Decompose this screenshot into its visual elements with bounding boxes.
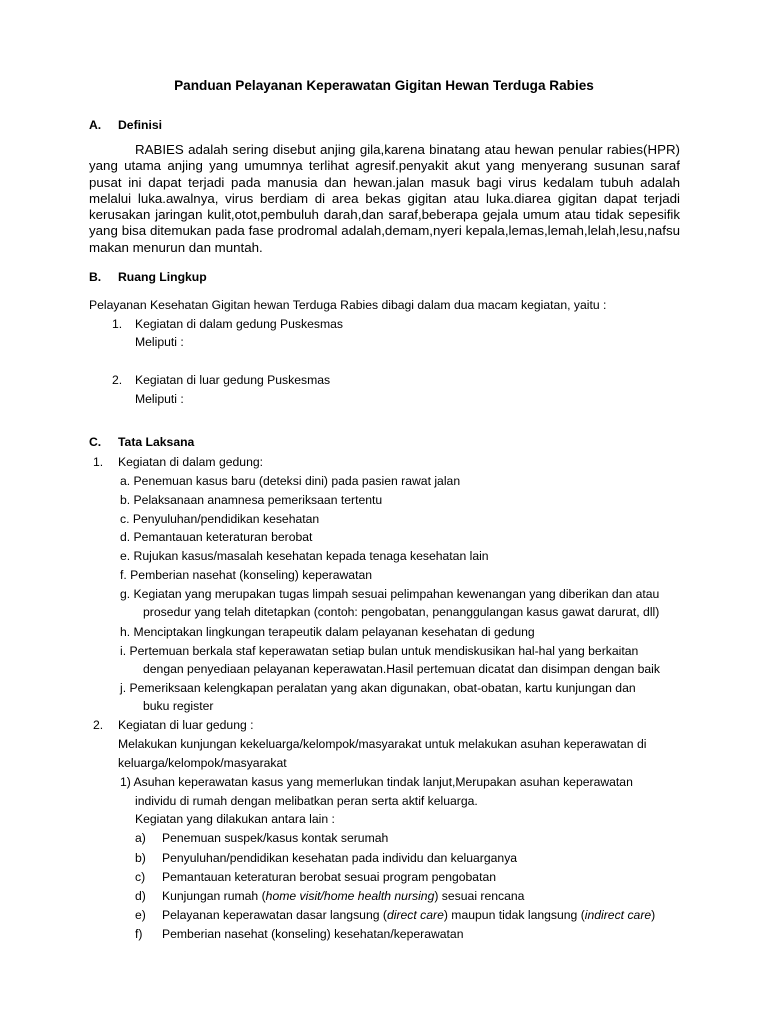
list-item-j-line2: buku register <box>143 699 214 713</box>
scope-intro: Pelayanan Kesehatan Gigitan hewan Terduga Rabies dibagi dalam dua macam kegiatan, yaitu : <box>89 298 607 312</box>
list2-letter: e) <box>135 908 146 922</box>
list2-letter: f) <box>135 927 143 941</box>
procedure-1-text: Kegiatan di dalam gedung: <box>118 455 264 469</box>
list2-text: Penyuluhan/pendidikan kesehatan pada individu dan keluarganya <box>162 851 518 865</box>
list2-text-italic: home visit/home health nursing <box>265 889 435 903</box>
list-item-i-line1: i. Pertemuan berkala staf keperawatan setiap bulan untuk mendiskusikan hal-hal yang berkaitan <box>120 644 639 658</box>
list2-letter: b) <box>135 851 146 865</box>
list2-text-part: Pelayanan keperawatan dasar langsung ( <box>162 908 387 922</box>
scope-item-2-num: 2. <box>112 373 123 387</box>
list-item: e. Rujukan kasus/masalah kesehatan kepada tenaga kesehatan lain <box>120 549 489 563</box>
scope-item-2-sub: Meliputi : <box>135 392 184 406</box>
sub-item-1-line2: individu di rumah dengan melibatkan peran serta aktif keluarga. <box>135 794 478 808</box>
section-b-heading: Ruang Lingkup <box>118 270 207 284</box>
list2-text: Pemberian nasehat (konseling) kesehatan/keperawatan <box>162 927 464 941</box>
section-b-letter: B. <box>89 270 102 284</box>
procedure-1-num: 1. <box>93 455 104 469</box>
sub-item-1-line1: 1) Asuhan keperawatan kasus yang memerlukan tindak lanjut,Merupakan asuhan keperawatan <box>120 775 633 789</box>
section-c-heading: Tata Laksana <box>118 435 195 449</box>
section-a-heading: Definisi <box>118 118 163 132</box>
list-item: b. Pelaksanaan anamnesa pemeriksaan tertentu <box>120 493 383 507</box>
definition-text: RABIES adalah sering disebut anjing gila,karena binatang atau hewan penular rabies(HPR) yang utama anjing yang umumnya terlihat agresif.penyakit akut yang menyerang susunan saraf pusat ini dapat terjadi pada manusia dan hewan.jalan masuk bagi virus kedalam tubuh adalah melalui luka.awalnya, virus berdiam di area bekas gigitan atau luka.diarea gigitan dapat terjadi kerusakan jaringan kulit,otot,pembuluh darah,dan saraf,beberapa gejala umum atau tidak sepesifik yang bisa ditemukan pada fase prodromal adalah,demam,nyeri kepala,lemas,lemah,lelah,lesu,nafsu makan menurun dan muntah. <box>89 142 680 255</box>
scope-item-1-sub: Meliputi : <box>135 335 184 349</box>
page-title: Panduan Pelayanan Keperawatan Gigitan Hewan Terduga Rabies <box>174 78 594 93</box>
list-item-g-line2: prosedur yang telah ditetapkan (contoh: pengobatan, penanggulangan kasus gawat darurat, dll) <box>143 605 660 619</box>
procedure-2-text: Kegiatan di luar gedung : <box>118 718 254 732</box>
list2-text-italic: indirect care <box>584 908 652 922</box>
outreach-desc-line2: keluarga/kelompok/masyarakat <box>118 756 287 770</box>
scope-item-1-text: Kegiatan di dalam gedung Puskesmas <box>135 317 343 331</box>
definition-paragraph <box>89 142 680 256</box>
list-item: f. Pemberian nasehat (konseling) keperawatan <box>120 568 373 582</box>
list2-text <box>162 908 655 923</box>
list2-text-part: Kunjungan rumah ( <box>162 889 266 903</box>
list2-text: Pemantauan keteraturan berobat sesuai program pengobatan <box>162 870 497 884</box>
list2-text <box>162 889 524 904</box>
list2-text-italic: direct care <box>386 908 444 922</box>
scope-item-1-num: 1. <box>112 317 123 331</box>
list2-text-part: ) <box>651 908 656 922</box>
procedure-2-num: 2. <box>93 718 104 732</box>
list-item-j-line1: j. Pemeriksaan kelengkapan peralatan yang akan digunakan, obat-obatan, kartu kunjungan dan <box>120 681 636 695</box>
list2-text-part: ) sesuai rencana <box>434 889 525 903</box>
list-item-h: h. Menciptakan lingkungan terapeutik dalam pelayanan kesehatan di gedung <box>120 625 535 639</box>
list-item: a. Penemuan kasus baru (deteksi dini) pada pasien rawat jalan <box>120 474 461 488</box>
list2-letter: d) <box>135 889 146 903</box>
list2-text: Penemuan suspek/kasus kontak serumah <box>162 831 389 845</box>
list-item: c. Penyuluhan/pendidikan kesehatan <box>120 512 320 526</box>
list2-text-part: ) maupun tidak langsung ( <box>443 908 585 922</box>
sub-item-1-line3: Kegiatan yang dilakukan antara lain : <box>135 812 335 826</box>
list-item-g-line1: g. Kegiatan yang merupakan tugas limpah sesuai pelimpahan kewenangan yang diberikan dan atau <box>120 587 660 601</box>
list-item: d. Pemantauan keteraturan berobat <box>120 530 313 544</box>
scope-item-2-text: Kegiatan di luar gedung Puskesmas <box>135 373 331 387</box>
section-a-letter: A. <box>89 118 102 132</box>
list2-letter: a) <box>135 831 146 845</box>
list-item-i-line2: dengan penyediaan pelayanan keperawatan.Hasil pertemuan dicatat dan disimpan dengan baik <box>143 662 660 676</box>
list2-letter: c) <box>135 870 146 884</box>
section-c-letter: C. <box>89 435 102 449</box>
outreach-desc-line1: Melakukan kunjungan kekeluarga/kelompok/masyarakat untuk melakukan asuhan keperawatan di <box>118 737 647 751</box>
